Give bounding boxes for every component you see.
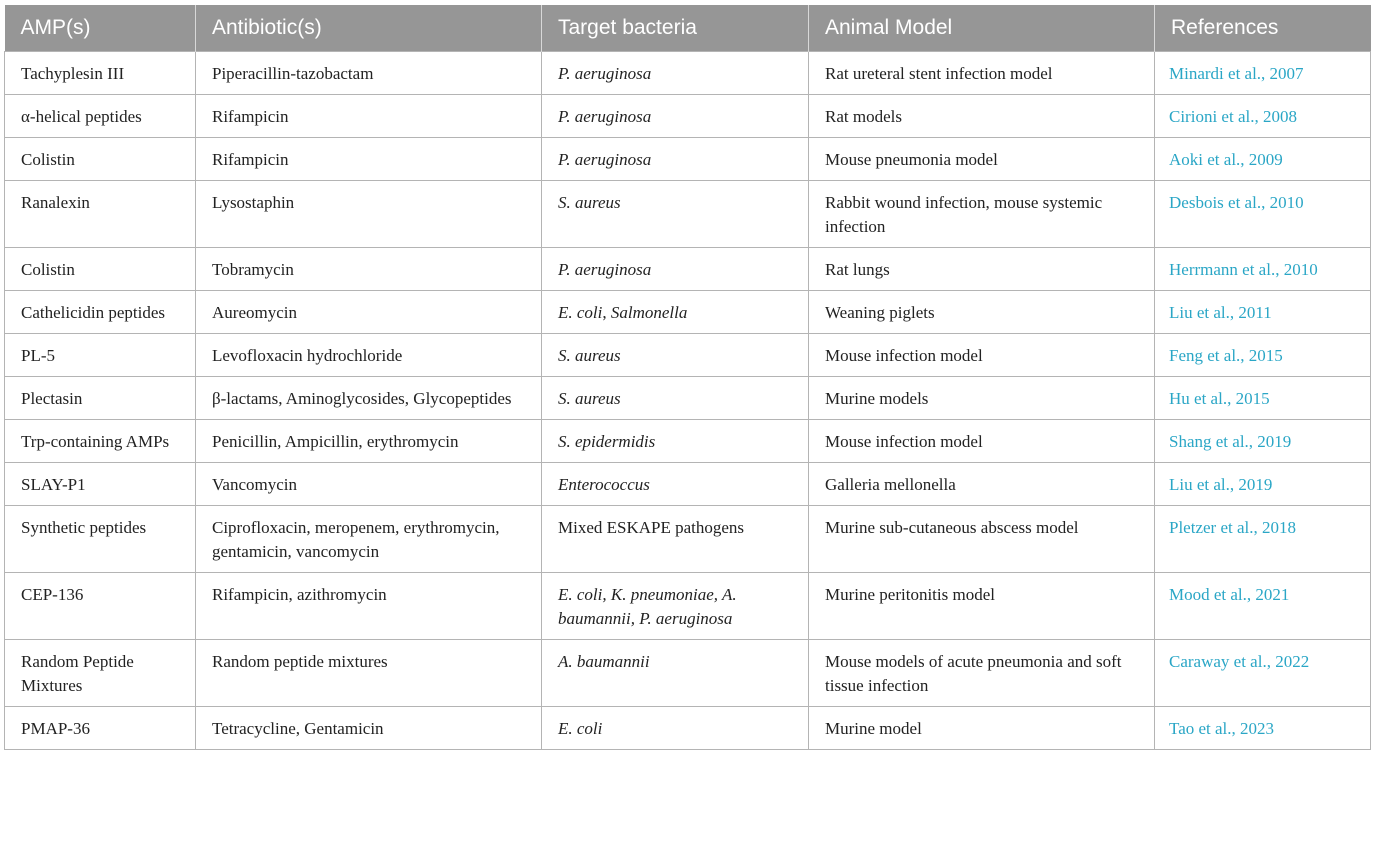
combination-therapy-table <box>4 5 1371 750</box>
amp-cell: CEP-136 <box>5 573 196 640</box>
bacteria-cell: S. aureus <box>542 377 809 420</box>
table-row <box>5 181 1371 248</box>
model-cell: Galleria mellonella <box>809 463 1155 506</box>
bacteria-cell: P. aeruginosa <box>542 95 809 138</box>
model-cell: Murine models <box>809 377 1155 420</box>
header-row <box>5 5 1371 52</box>
table-row <box>5 377 1371 420</box>
reference-link[interactable]: Tao et al., 2023 <box>1155 707 1371 750</box>
bacteria-cell: S. epidermidis <box>542 420 809 463</box>
amp-cell: Synthetic peptides <box>5 506 196 573</box>
table-row <box>5 291 1371 334</box>
bacteria-cell: P. aeruginosa <box>542 138 809 181</box>
model-cell: Mouse models of acute pneumonia and soft tissue infection <box>809 640 1155 707</box>
bacteria-cell: E. coli, K. pneumoniae, A. baumannii, P. aeruginosa <box>542 573 809 640</box>
model-cell: Mouse infection model <box>809 334 1155 377</box>
reference-link[interactable]: Shang et al., 2019 <box>1155 420 1371 463</box>
model-cell: Mouse pneumonia model <box>809 138 1155 181</box>
amp-cell: Tachyplesin III <box>5 52 196 95</box>
header-amps: AMP(s) <box>5 5 196 52</box>
bacteria-cell: A. baumannii <box>542 640 809 707</box>
amp-cell: Plectasin <box>5 377 196 420</box>
table-row <box>5 334 1371 377</box>
antibiotic-cell: Lysostaphin <box>196 181 542 248</box>
reference-link[interactable]: Hu et al., 2015 <box>1155 377 1371 420</box>
antibiotic-cell: Random peptide mixtures <box>196 640 542 707</box>
table-row <box>5 248 1371 291</box>
reference-link[interactable]: Cirioni et al., 2008 <box>1155 95 1371 138</box>
table-row <box>5 138 1371 181</box>
amp-cell: Ranalexin <box>5 181 196 248</box>
reference-link[interactable]: Pletzer et al., 2018 <box>1155 506 1371 573</box>
table-row <box>5 52 1371 95</box>
amp-cell: α-helical peptides <box>5 95 196 138</box>
model-cell: Rat ureteral stent infection model <box>809 52 1155 95</box>
amp-cell: Colistin <box>5 248 196 291</box>
reference-link[interactable]: Herrmann et al., 2010 <box>1155 248 1371 291</box>
table-row <box>5 707 1371 750</box>
model-cell: Rat lungs <box>809 248 1155 291</box>
table-row <box>5 463 1371 506</box>
header-references: References <box>1155 5 1371 52</box>
table-row <box>5 420 1371 463</box>
antibiotic-cell: Aureomycin <box>196 291 542 334</box>
antibiotic-cell: Rifampicin <box>196 138 542 181</box>
model-cell: Weaning piglets <box>809 291 1155 334</box>
bacteria-cell: Enterococcus <box>542 463 809 506</box>
table-row <box>5 95 1371 138</box>
reference-link[interactable]: Feng et al., 2015 <box>1155 334 1371 377</box>
bacteria-cell: P. aeruginosa <box>542 52 809 95</box>
antibiotic-cell: β-lactams, Aminoglycosides, Glycopeptides <box>196 377 542 420</box>
reference-link[interactable]: Minardi et al., 2007 <box>1155 52 1371 95</box>
bacteria-name: E. coli <box>558 303 603 322</box>
reference-link[interactable]: Aoki et al., 2009 <box>1155 138 1371 181</box>
model-cell: Mouse infection model <box>809 420 1155 463</box>
reference-link[interactable]: Mood et al., 2021 <box>1155 573 1371 640</box>
bacteria-cell: P. aeruginosa <box>542 248 809 291</box>
table-row <box>5 640 1371 707</box>
amp-cell: SLAY-P1 <box>5 463 196 506</box>
antibiotic-cell: Piperacillin-tazobactam <box>196 52 542 95</box>
table-header <box>5 5 1371 52</box>
antibiotic-cell: Rifampicin <box>196 95 542 138</box>
bacteria-separator: , <box>602 303 611 322</box>
model-cell: Murine model <box>809 707 1155 750</box>
model-cell: Rat models <box>809 95 1155 138</box>
antibiotic-cell: Vancomycin <box>196 463 542 506</box>
reference-link[interactable]: Liu et al., 2019 <box>1155 463 1371 506</box>
model-cell: Rabbit wound infection, mouse systemic infection <box>809 181 1155 248</box>
table-row <box>5 506 1371 573</box>
antibiotic-cell: Tetracycline, Gentamicin <box>196 707 542 750</box>
bacteria-name: Salmonella <box>610 303 688 322</box>
table-body <box>5 52 1371 750</box>
antibiotic-cell: Tobramycin <box>196 248 542 291</box>
amp-cell: PMAP-36 <box>5 707 196 750</box>
amp-cell: Random Peptide Mixtures <box>5 640 196 707</box>
antibiotic-cell: Rifampicin, azithromycin <box>196 573 542 640</box>
bacteria-cell <box>542 291 809 334</box>
reference-link[interactable]: Caraway et al., 2022 <box>1155 640 1371 707</box>
header-animal-model: Animal Model <box>809 5 1155 52</box>
model-cell: Murine peritonitis model <box>809 573 1155 640</box>
amp-cell: Cathelicidin peptides <box>5 291 196 334</box>
reference-link[interactable]: Desbois et al., 2010 <box>1155 181 1371 248</box>
bacteria-cell: S. aureus <box>542 181 809 248</box>
bacteria-cell: E. coli <box>542 707 809 750</box>
amp-cell: Colistin <box>5 138 196 181</box>
header-antibiotics: Antibiotic(s) <box>196 5 542 52</box>
antibiotic-cell: Levofloxacin hydrochloride <box>196 334 542 377</box>
antibiotic-cell: Penicillin, Ampicillin, erythromycin <box>196 420 542 463</box>
antibiotic-cell: Ciprofloxacin, meropenem, erythromycin, gentamicin, vancomycin <box>196 506 542 573</box>
amp-cell: Trp-containing AMPs <box>5 420 196 463</box>
bacteria-cell: S. aureus <box>542 334 809 377</box>
bacteria-cell: Mixed ESKAPE pathogens <box>542 506 809 573</box>
header-target-bacteria: Target bacteria <box>542 5 809 52</box>
table-row <box>5 573 1371 640</box>
amp-cell: PL-5 <box>5 334 196 377</box>
model-cell: Murine sub-cutaneous abscess model <box>809 506 1155 573</box>
reference-link[interactable]: Liu et al., 2011 <box>1155 291 1371 334</box>
